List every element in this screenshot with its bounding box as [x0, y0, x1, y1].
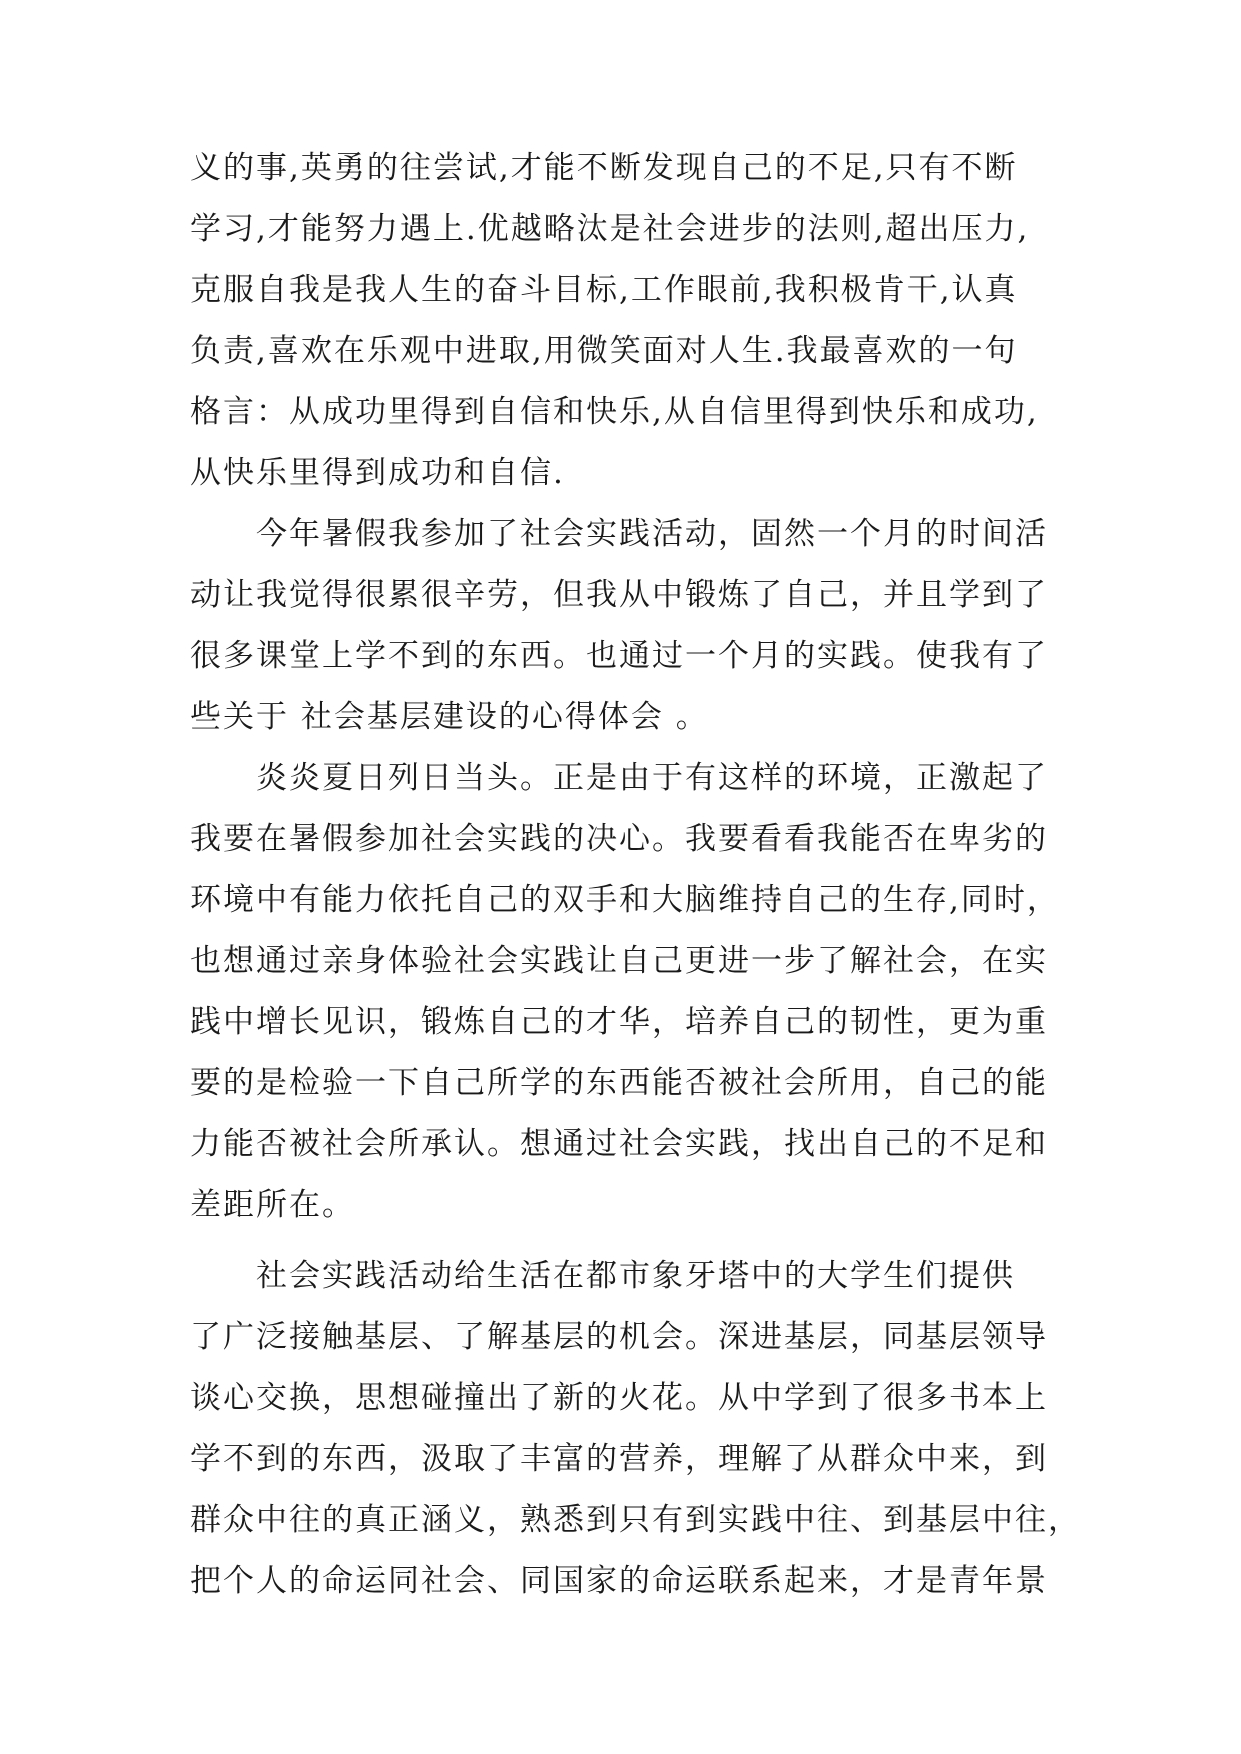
text-line: 谈心交换，思想碰撞出了新的火花。从中学到了很多书本上	[190, 1380, 1048, 1416]
text-line: 力能否被社会所承认。想通过社会实践，找出自己的不足和	[190, 1126, 1048, 1162]
text-line: 把个人的命运同社会、同国家的命运联系起来，才是青年景	[190, 1563, 1048, 1599]
text-line: 克服自我是我人生的奋斗目标,工作眼前,我积极肯干,认真	[190, 272, 1018, 308]
body-text	[190, 138, 1081, 1612]
text-line: 社会实践活动给生活在都市象牙塔中的大学生们提供	[190, 1258, 1015, 1294]
text-line: 学习,才能努力遇上.优越略汰是社会进步的法则,超出压力,	[190, 211, 1030, 247]
paragraph-1	[190, 138, 1060, 504]
paragraph-3	[190, 748, 1060, 1236]
paragraph-4	[190, 1246, 1081, 1612]
text-line: 负责,喜欢在乐观中进取,用微笑面对人生.我最喜欢的一句	[190, 333, 1018, 369]
paragraph-gap	[190, 1236, 1060, 1246]
paragraph-2	[190, 504, 1060, 748]
text-line: 要的是检验一下自己所学的东西能否被社会所用，自己的能	[190, 1065, 1048, 1101]
text-line: 差距所在。	[190, 1187, 355, 1223]
text-line: 践中增长见识，锻炼自己的才华，培养自己的韧性，更为重	[190, 1004, 1048, 1040]
text-line: 些关于 社会基层建设的心得体会 。	[190, 699, 709, 735]
text-line: 群众中往的真正涵义，熟悉到只有到实践中往、到基层中往，	[190, 1502, 1081, 1538]
text-line: 我要在暑假参加社会实践的决心。我要看看我能否在卑劣的	[190, 821, 1048, 857]
text-line: 也想通过亲身体验社会实践让自己更进一步了解社会，在实	[190, 943, 1048, 979]
text-line: 从快乐里得到成功和自信.	[190, 455, 565, 491]
text-line: 环境中有能力依托自己的双手和大脑维持自己的生存,同时，	[190, 882, 1060, 918]
text-line: 很多课堂上学不到的东西。也通过一个月的实践。使我有了	[190, 638, 1048, 674]
text-line: 学不到的东西，汲取了丰富的营养，理解了从群众中来，到	[190, 1441, 1048, 1477]
text-line: 动让我觉得很累很辛劳，但我从中锻炼了自己，并且学到了	[190, 577, 1048, 613]
text-line: 格言：从成功里得到自信和快乐,从自信里得到快乐和成功,	[190, 394, 1039, 430]
text-line: 今年暑假我参加了社会实践活动，固然一个月的时间活	[190, 516, 1048, 552]
text-line: 义的事,英勇的往尝试,才能不断发现自己的不足,只有不断	[190, 150, 1018, 186]
text-line: 炎炎夏日列日当头。正是由于有这样的环境，正激起了	[190, 760, 1048, 796]
text-line: 了广泛接触基层、了解基层的机会。深进基层，同基层领导	[190, 1319, 1048, 1355]
